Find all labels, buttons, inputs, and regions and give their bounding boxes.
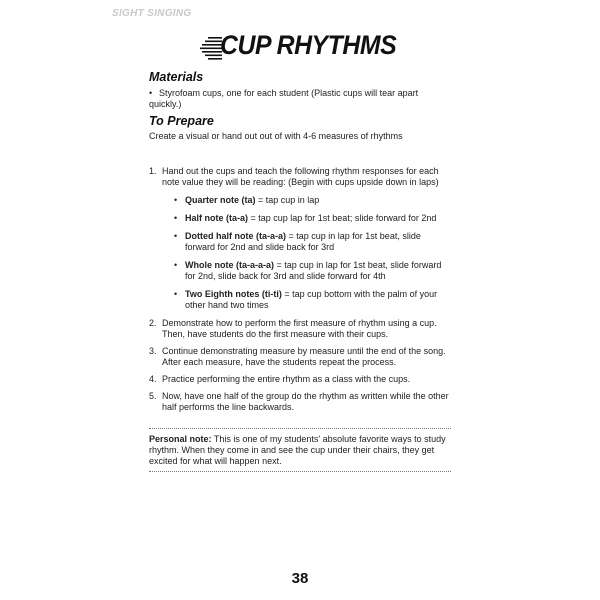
- bullet-icon: •: [174, 195, 178, 205]
- rhythm-text: = tap cup in lap for 1st beat, slide forward for 2nd, slide back for 3rd and slide forward for 4th: [185, 260, 442, 281]
- step-item: [149, 374, 451, 385]
- rhythm-text: = tap cup bottom with the palm of your other hand two times: [185, 289, 438, 310]
- section-header-tag: SIGHT SINGING: [112, 8, 192, 19]
- step-number: 2.: [149, 318, 157, 328]
- prepare-heading: To Prepare: [149, 114, 214, 128]
- rhythm-text: = tap cup in lap: [255, 195, 320, 205]
- steps-list: [149, 166, 451, 419]
- rhythm-label: Two Eighth notes (ti-ti): [185, 289, 282, 299]
- speed-lines-icon: [200, 36, 222, 60]
- step-text: Now, have one half of the group do the rhythm as written while the other half performs the line backwards.: [162, 391, 449, 412]
- step-item: [149, 391, 451, 413]
- bullet-icon: •: [174, 231, 178, 241]
- step-text: Demonstrate how to perform the first measure of rhythm using a cup. Then, have students do the first measure with their cups.: [162, 318, 437, 339]
- bullet-icon: •: [174, 260, 178, 270]
- rhythm-text: = tap cup in lap for 1st beat, slide forward for 2nd and slide back for 3rd: [185, 231, 421, 252]
- rhythm-item: [162, 231, 451, 253]
- rhythm-label: Half note (ta-a): [185, 213, 248, 223]
- rhythm-item: [162, 213, 451, 224]
- page-title: CUP RHYTHMS: [220, 30, 397, 60]
- materials-item: [149, 88, 451, 110]
- step-item: [149, 318, 451, 340]
- step-number: 4.: [149, 374, 157, 384]
- step-text: Hand out the cups and teach the following rhythm responses for each note value they will be reading: (Begin with cups upside down in laps): [162, 166, 439, 187]
- materials-heading: Materials: [149, 70, 204, 84]
- prepare-text: Create a visual or hand out out of with 4-6 measures of rhythms: [149, 131, 403, 141]
- step-text: Practice performing the entire rhythm as a class with the cups.: [162, 374, 411, 384]
- rhythm-label: Dotted half note (ta-a-a): [185, 231, 286, 241]
- bullet-icon: •: [174, 289, 178, 299]
- step-item: [149, 166, 451, 311]
- rhythm-item: [162, 289, 451, 311]
- personal-note-box: [149, 428, 451, 472]
- step-text: Continue demonstrating measure by measure until the end of the song. After each measure, have the students repeat the process.: [162, 346, 446, 367]
- rhythm-item: [162, 195, 451, 206]
- rhythm-text: = tap cup lap for 1st beat; slide forward for 2nd: [248, 213, 437, 223]
- rhythm-item: [162, 260, 451, 282]
- personal-note-label: Personal note:: [149, 434, 212, 444]
- bullet-icon: •: [174, 213, 178, 223]
- materials-item-text: Styrofoam cups, one for each student (Plastic cups will tear apart quickly.): [149, 88, 419, 109]
- rhythm-list: [162, 195, 451, 311]
- bullet-icon: •: [149, 88, 153, 98]
- personal-note-text: This is one of my students' absolute favorite ways to study rhythm. When they come in and see the cup under their chairs, they get excited for what will happen next.: [149, 434, 446, 466]
- title-block: [200, 30, 420, 66]
- step-number: 5.: [149, 391, 157, 401]
- step-number: 3.: [149, 346, 157, 356]
- step-number: 1.: [149, 166, 157, 176]
- rhythm-label: Quarter note (ta): [185, 195, 256, 205]
- step-item: [149, 346, 451, 368]
- page-number: 38: [291, 570, 309, 587]
- rhythm-label: Whole note (ta-a-a-a): [185, 260, 274, 270]
